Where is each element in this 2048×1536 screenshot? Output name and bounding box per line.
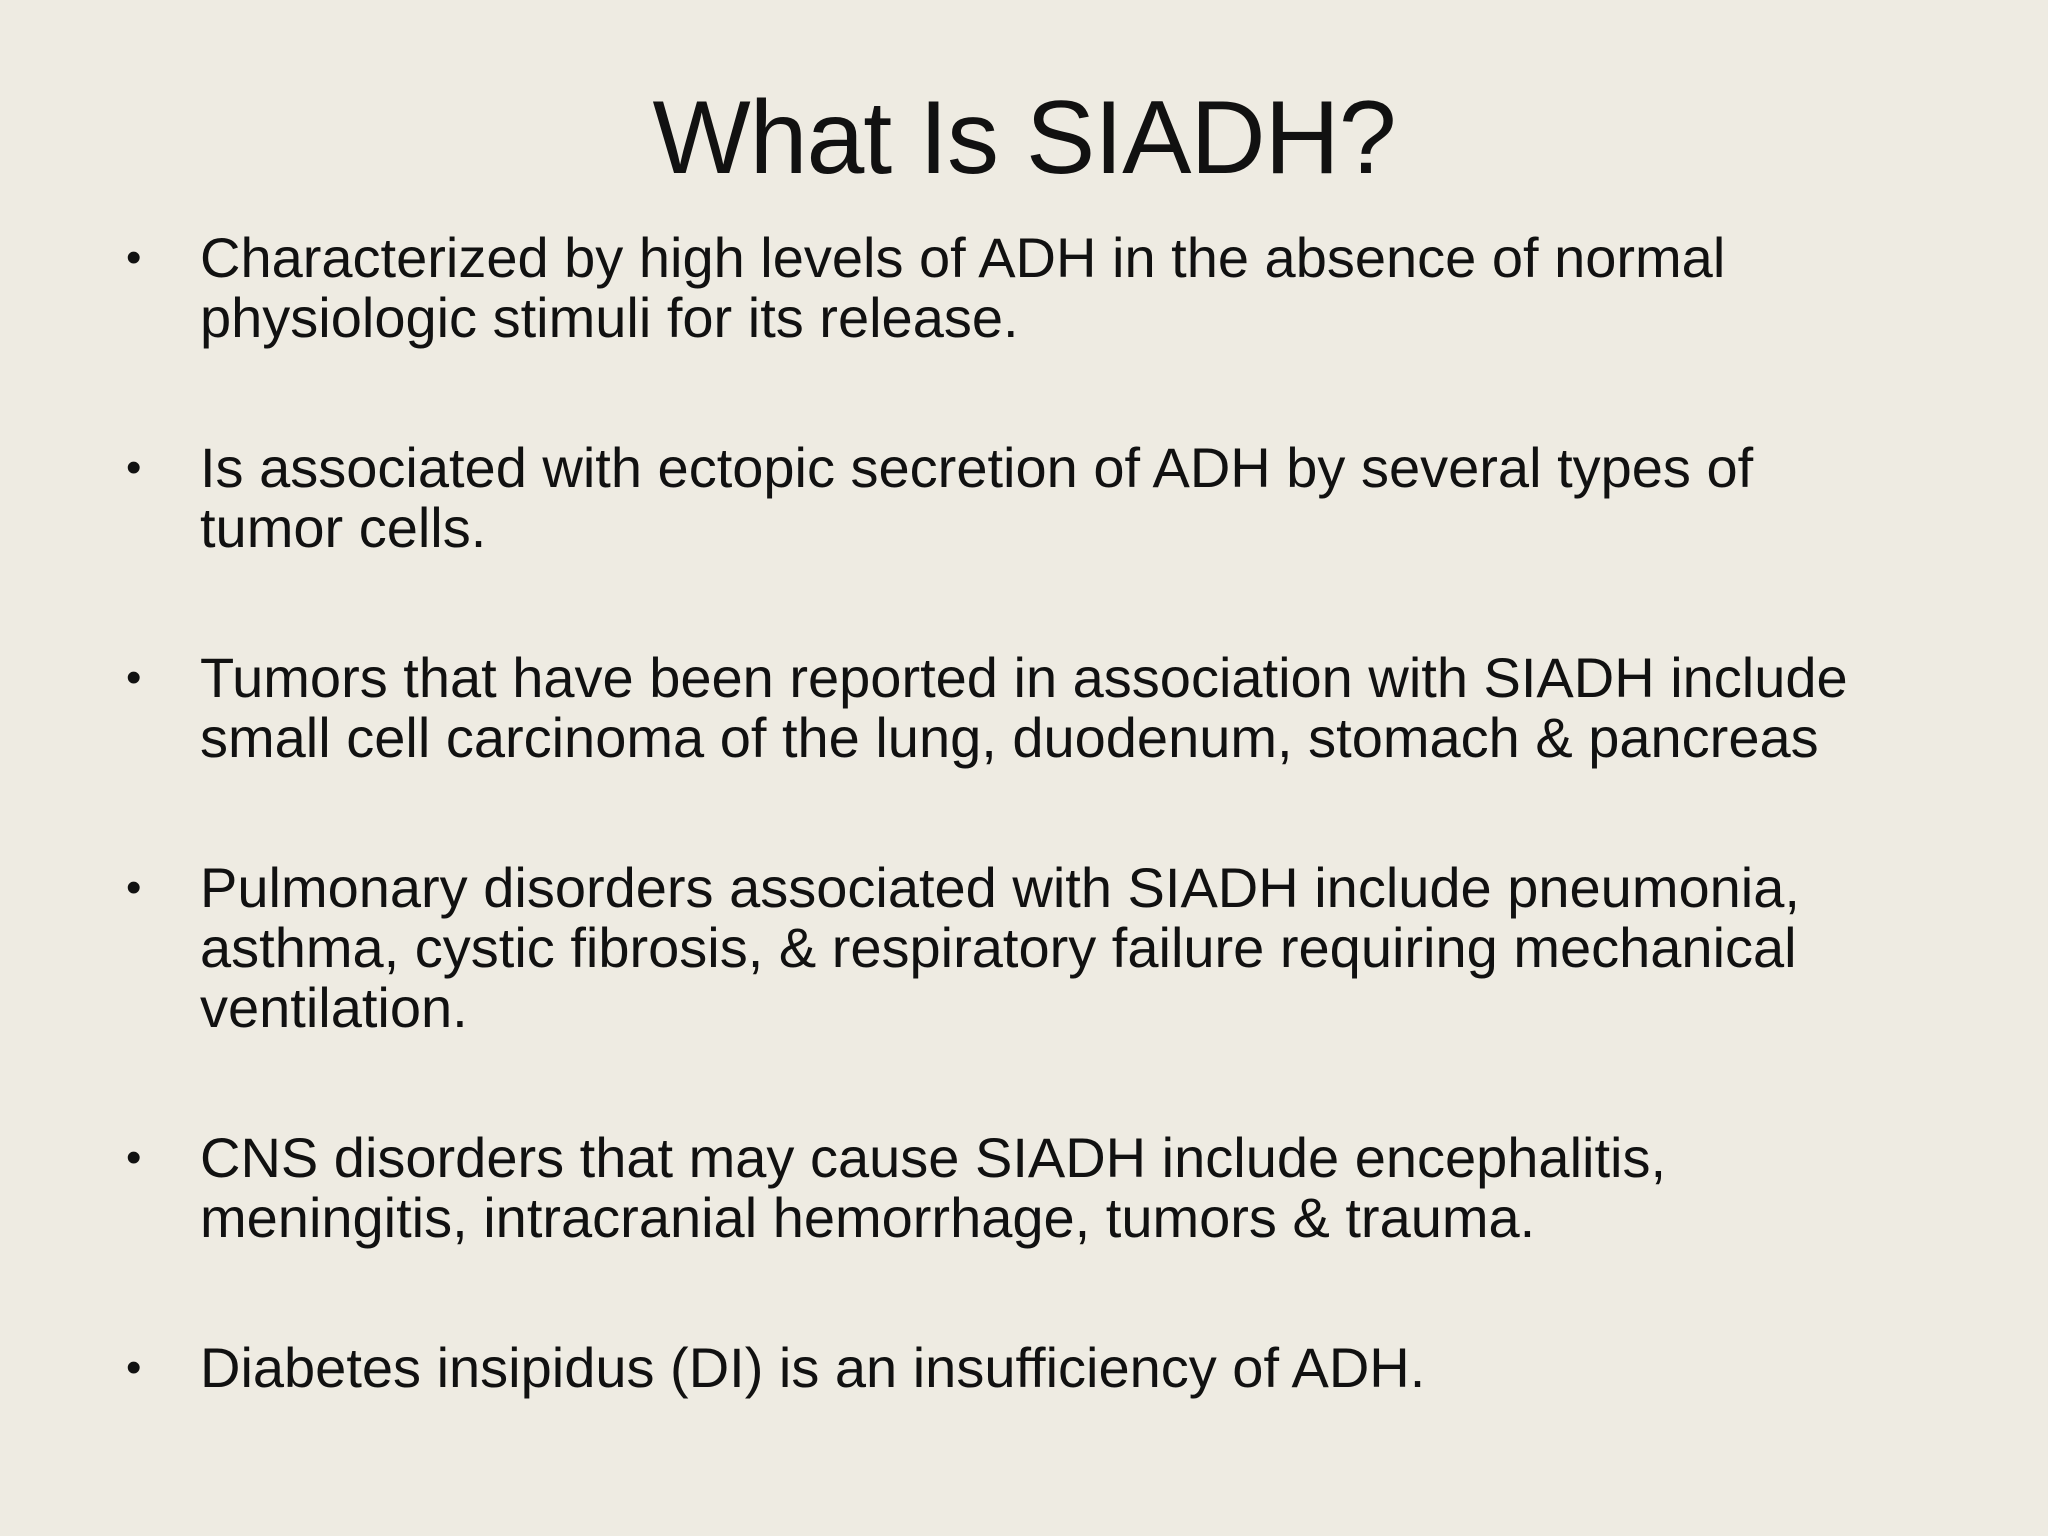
bullet-list <box>120 228 1980 1398</box>
bullet-item <box>120 648 1980 768</box>
bullet-marker: • <box>126 863 142 912</box>
bullet-text: CNS disorders that may cause SIADH include encephalitis, meningitis, intracranial hemorrhage, tumors & trauma. <box>200 1126 1667 1249</box>
bullet-text: Tumors that have been reported in association with SIADH include small cell carcinoma of the lung, duodenum, stomach & pancreas <box>200 646 1848 769</box>
bullet-text: Pulmonary disorders associated with SIADH include pneumonia, asthma, cystic fibrosis, & respiratory failure requiring mechanical ventilation. <box>200 856 1800 1039</box>
slide-title: What Is SIADH? <box>652 80 1396 196</box>
bullet-item <box>120 438 1980 558</box>
bullet-text: Is associated with ectopic secretion of ADH by several types of tumor cells. <box>200 436 1754 559</box>
bullet-marker: • <box>126 233 142 282</box>
bullet-item <box>120 1128 1980 1248</box>
bullet-marker: • <box>126 1133 142 1182</box>
bullet-item <box>120 858 1980 1038</box>
bullet-marker: • <box>126 1343 142 1392</box>
bullet-marker: • <box>126 653 142 702</box>
bullet-item <box>120 1338 1980 1398</box>
bullet-item <box>120 228 1980 348</box>
bullet-marker: • <box>126 443 142 492</box>
bullet-text: Diabetes insipidus (DI) is an insufficiency of ADH. <box>200 1336 1426 1399</box>
bullet-text: Characterized by high levels of ADH in the absence of normal physiologic stimuli for its release. <box>200 226 1726 349</box>
